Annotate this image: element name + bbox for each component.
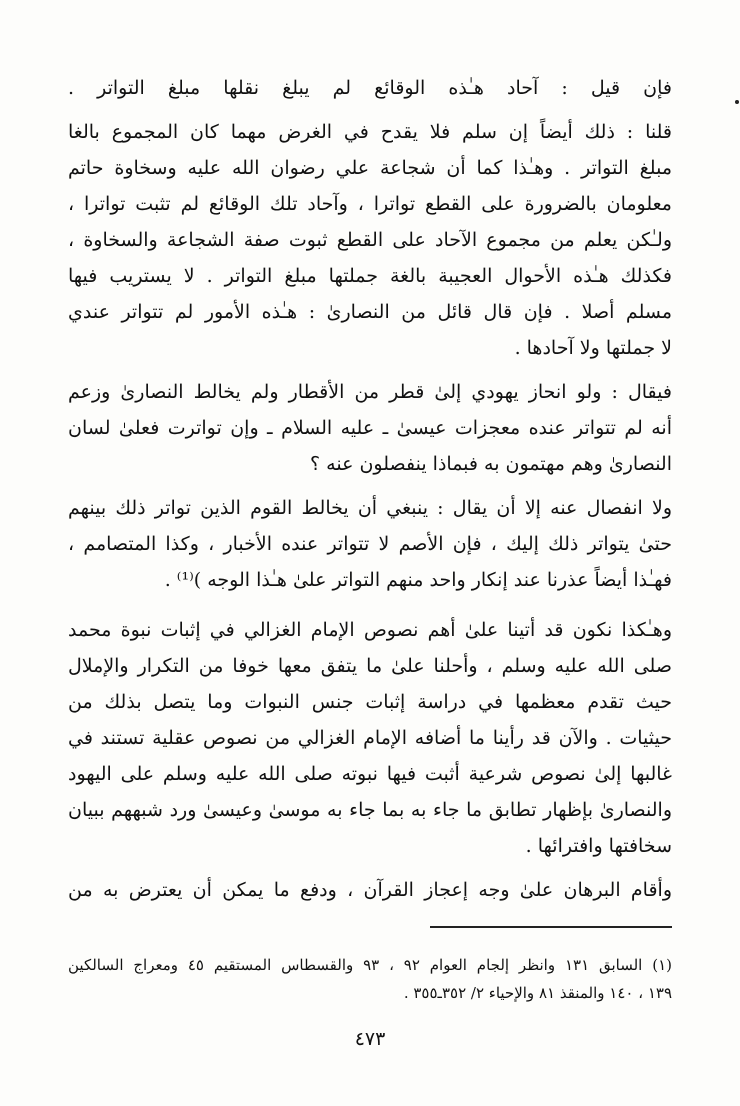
text-line: فيقال : ولو انحاز يهودي إلىٰ قطر من الأقطار ولم يخالط النصارىٰ وزعم: [68, 381, 672, 403]
text-line: ولـٰكن يعلم من مجموع الآحاد على القطع ثبوت صفة الشجاعة والسخاوة ،: [68, 229, 672, 251]
text-line: قلنا : ذلك أيضاً إن سلم فلا يقدح في الغرض مهما كان المجموع بالغا: [68, 121, 672, 143]
text-line: ولا انفصال عنه إلا أن يقال : ينبغي أن يخالط القوم الذين تواتر ذلك بينهم: [68, 497, 672, 519]
text-line: وهـٰكذا نكون قد أتينا علىٰ أهم نصوص الإمام الغزالي في إثبات نبوة محمد: [68, 619, 672, 641]
text-line: حتىٰ يتواتر ذلك إليك ، فإن الأصم لا تتواتر عنده الأخبار ، وكذا المتصامم ،: [68, 533, 672, 555]
text-line: فإن قيل : آحاد هـٰذه الوقائع لم يبلغ نقلها مبلغ التواتر .: [68, 77, 672, 99]
page-number: ٤٧٣: [354, 1028, 386, 1050]
margin-mark: [735, 100, 739, 104]
text-line: صلى الله عليه وسلم ، وأحلنا علىٰ ما يتفق معها خوفا من التكرار والإملال: [68, 655, 672, 677]
text-line: سخافتها وافترائها .: [525, 835, 672, 857]
text-line: أنه لم تتواتر عنده معجزات عيسىٰ ـ عليه السلام ـ وإن تواترت فعلىٰ لسان: [68, 417, 672, 439]
text-line: مبلغ التواتر . وهـٰذا كما أن شجاعة علي رضوان الله عليه وسخاوة حاتم: [68, 157, 672, 179]
footnote-separator: [430, 926, 672, 928]
text-line: معلومان بالضرورة على القطع تواترا ، وآحاد تلك الوقائع لم تثبت تواترا ،: [68, 193, 672, 215]
text-line: غالبها إلىٰ نصوص شرعية أثبت فيها نبوته صلى الله عليه وسلم على اليهود: [68, 763, 672, 785]
text-line: وأقام البرهان علىٰ وجه إعجاز القرآن ، ودفع ما يمكن أن يعترض به من: [68, 879, 672, 901]
text-line: مسلم أصلا . فإن قال قائل من النصارىٰ : هـٰذه الأمور لم تتواتر عندي: [68, 301, 672, 323]
footnote-line: (١) السابق ١٣١ وانظر إلجام العوام ٩٢ ، ٩٣ والقسطاس المستقيم ٤٥ ومعراج السالكين: [68, 956, 672, 974]
text-line: حيثيات . والآن قد رأينا ما أضافه الإمام الغزالي من نصوص عقلية تستند في: [68, 727, 672, 749]
text-line: فهـٰذا أيضاً عذرنا عند إنكار واحد منهم التواتر علىٰ هـٰذا الوجه )⁽¹⁾ .: [164, 569, 672, 591]
text-line: فكذلك هـٰذه الأحوال العجيبة بالغة جملتها مبلغ التواتر . لا يستريب فيها: [68, 265, 672, 287]
text-line: حيث تقدم معظمها في دراسة إثبات جنس النبوات وما يتصل بذلك من: [68, 691, 672, 713]
text-line: لا جملتها ولا آحادها .: [514, 337, 672, 359]
text-line: والنصارىٰ بإظهار تطابق ما جاء به بما جاء به موسىٰ وعيسىٰ ورد شبههم ببيان: [68, 799, 672, 821]
footnote-line: ١٣٩ ، ١٤٠ والمنقذ ٨١ والإحياء ٢/ ٣٥٢ـ٣٥٥ .: [403, 984, 672, 1002]
text-line: النصارىٰ وهم مهتمون به فبماذا ينفصلون عنه ؟: [310, 453, 672, 475]
